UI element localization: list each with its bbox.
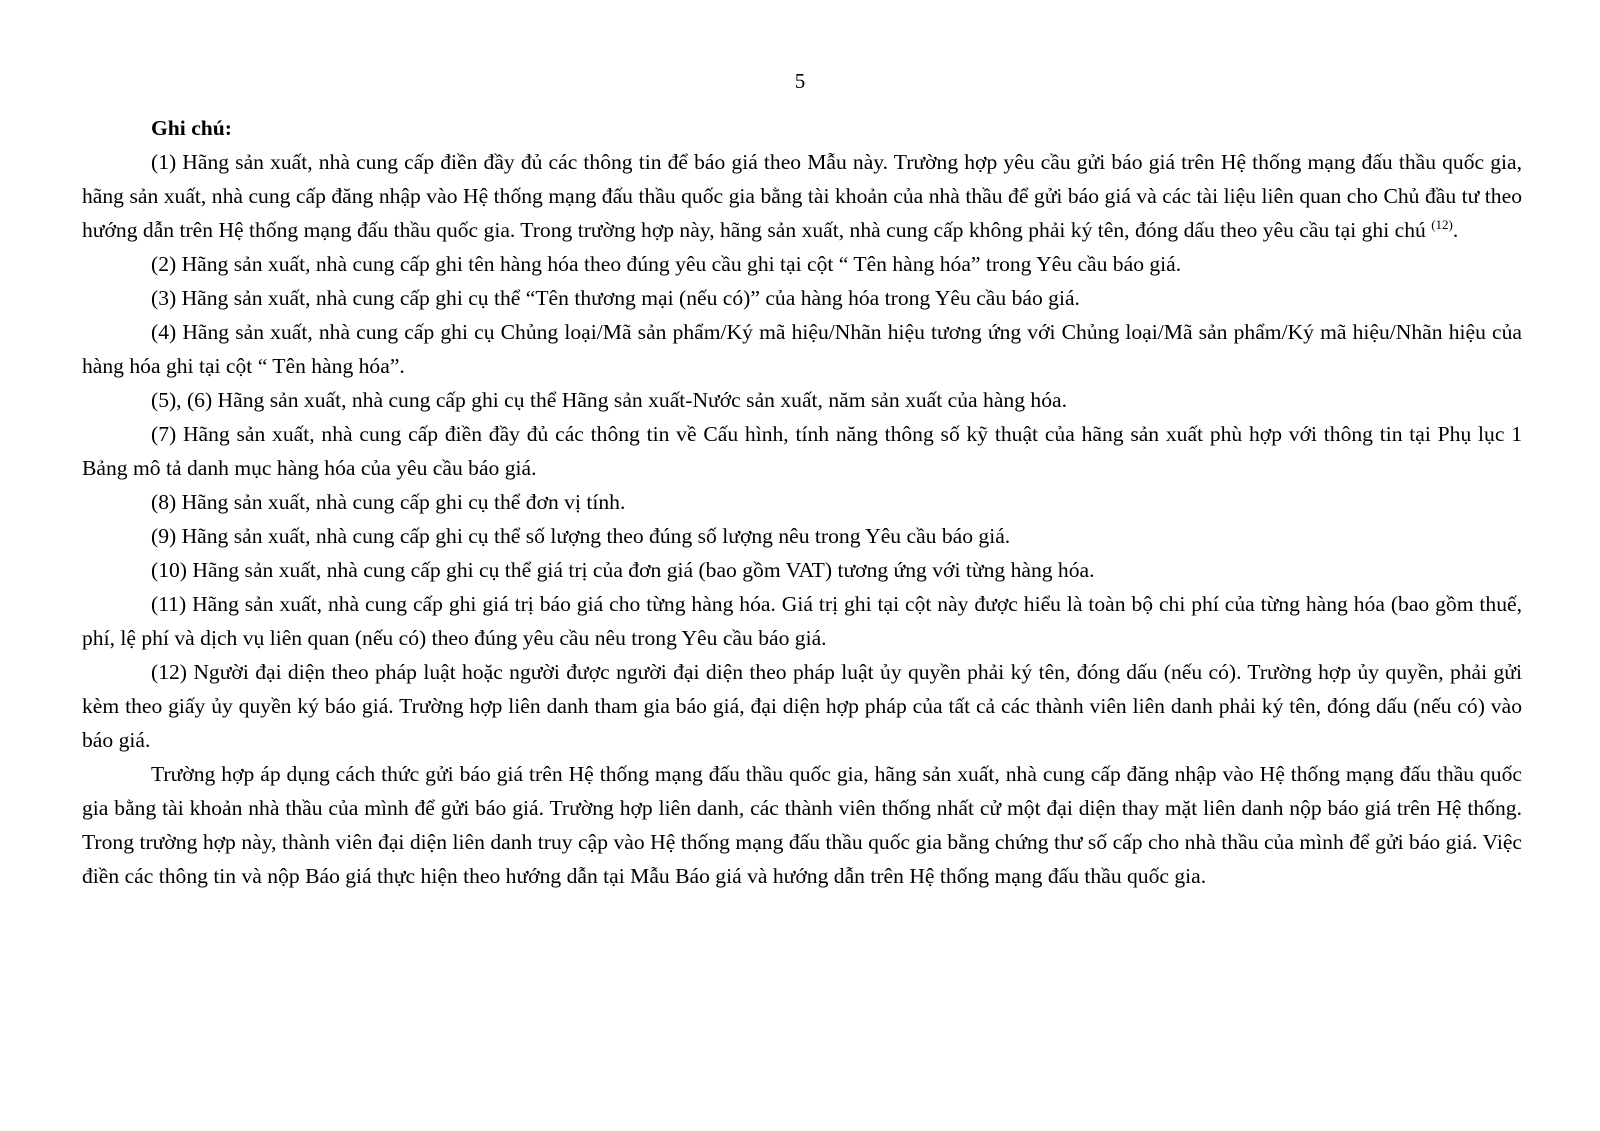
- note-12: (12) Người đại diện theo pháp luật hoặc người được người đại diện theo pháp luật ủy quyền phải ký tên, đóng dấu (nếu có). Trường hợp ủy quyền, phải gửi kèm theo giấy ủy quyền ký báo giá. Trường hợp liên danh tham gia báo giá, đại diện hợp pháp của tất cả các thành viên liên danh phải ký tên, đóng dấu (nếu có) vào báo giá.: [82, 660, 1522, 752]
- page-number: 5: [794, 69, 806, 93]
- note-4: (4) Hãng sản xuất, nhà cung cấp ghi cụ Chủng loại/Mã sản phẩm/Ký mã hiệu/Nhãn hiệu tương ứng với Chủng loại/Mã sản phẩm/Ký mã hiệu/Nhãn hiệu của hàng hóa ghi tại cột “ Tên hàng hóa”.: [82, 320, 1522, 378]
- note-2: (2) Hãng sản xuất, nhà cung cấp ghi tên hàng hóa theo đúng yêu cầu ghi tại cột “ Tên hàng hóa” trong Yêu cầu báo giá.: [151, 252, 1182, 276]
- note-1-text: (1) Hãng sản xuất, nhà cung cấp điền đầy đủ các thông tin để báo giá theo Mẫu này. Trường hợp yêu cầu gửi báo giá trên Hệ thống mạng đấu thầu quốc gia, hãng sản xuất, nhà cung cấp đăng nhập vào Hệ thống mạng đấu thầu quốc gia bằng tài khoản của nhà thầu để gửi báo giá và các tài liệu liên quan cho Chủ đầu tư theo hướng dẫn trên Hệ thống mạng đấu thầu quốc gia. Trong trường hợp này, hãng sản xuất, nhà cung cấp không phải ký tên, đóng dấu theo yêu cầu tại ghi chú: [82, 150, 1522, 242]
- note-11: (11) Hãng sản xuất, nhà cung cấp ghi giá trị báo giá cho từng hàng hóa. Giá trị ghi tại cột này được hiểu là toàn bộ chi phí của từng hàng hóa (bao gồm thuế, phí, lệ phí và dịch vụ liên quan (nếu có) theo đúng yêu cầu nêu trong Yêu cầu báo giá.: [82, 592, 1522, 650]
- note-1-end: .: [1452, 218, 1459, 242]
- note-8: (8) Hãng sản xuất, nhà cung cấp ghi cụ thể đơn vị tính.: [151, 490, 626, 514]
- notes-section: [82, 111, 1522, 893]
- note-1-reference: (12): [1431, 217, 1453, 232]
- note-1: [82, 145, 1522, 247]
- note-5-6: (5), (6) Hãng sản xuất, nhà cung cấp ghi cụ thể Hãng sản xuất-Nước sản xuất, năm sản xuất của hàng hóa.: [151, 388, 1067, 412]
- online-submission-paragraph: Trường hợp áp dụng cách thức gửi báo giá trên Hệ thống mạng đấu thầu quốc gia, hãng sản xuất, nhà cung cấp đăng nhập vào Hệ thống mạng đấu thầu quốc gia bằng tài khoản nhà thầu của mình để gửi báo giá. Trường hợp liên danh, các thành viên thống nhất cử một đại diện thay mặt liên danh nộp báo giá trên Hệ thống. Trong trường hợp này, thành viên đại diện liên danh truy cập vào Hệ thống mạng đấu thầu quốc gia bằng chứng thư số cấp cho nhà thầu của mình để gửi báo giá. Việc điền các thông tin và nộp Báo giá thực hiện theo hướng dẫn tại Mẫu Báo giá và hướng dẫn trên Hệ thống mạng đấu thầu quốc gia.: [82, 762, 1522, 888]
- note-10: (10) Hãng sản xuất, nhà cung cấp ghi cụ thể giá trị của đơn giá (bao gồm VAT) tương ứng với từng hàng hóa.: [151, 558, 1095, 582]
- notes-heading: Ghi chú:: [151, 116, 232, 140]
- note-7: (7) Hãng sản xuất, nhà cung cấp điền đầy đủ các thông tin về Cấu hình, tính năng thông số kỹ thuật của hãng sản xuất phù hợp với thông tin tại Phụ lục 1 Bảng mô tả danh mục hàng hóa của yêu cầu báo giá.: [82, 422, 1522, 480]
- note-9: (9) Hãng sản xuất, nhà cung cấp ghi cụ thể số lượng theo đúng số lượng nêu trong Yêu cầu báo giá.: [151, 524, 1011, 548]
- note-3: (3) Hãng sản xuất, nhà cung cấp ghi cụ thể “Tên thương mại (nếu có)” của hàng hóa trong Yêu cầu báo giá.: [151, 286, 1080, 310]
